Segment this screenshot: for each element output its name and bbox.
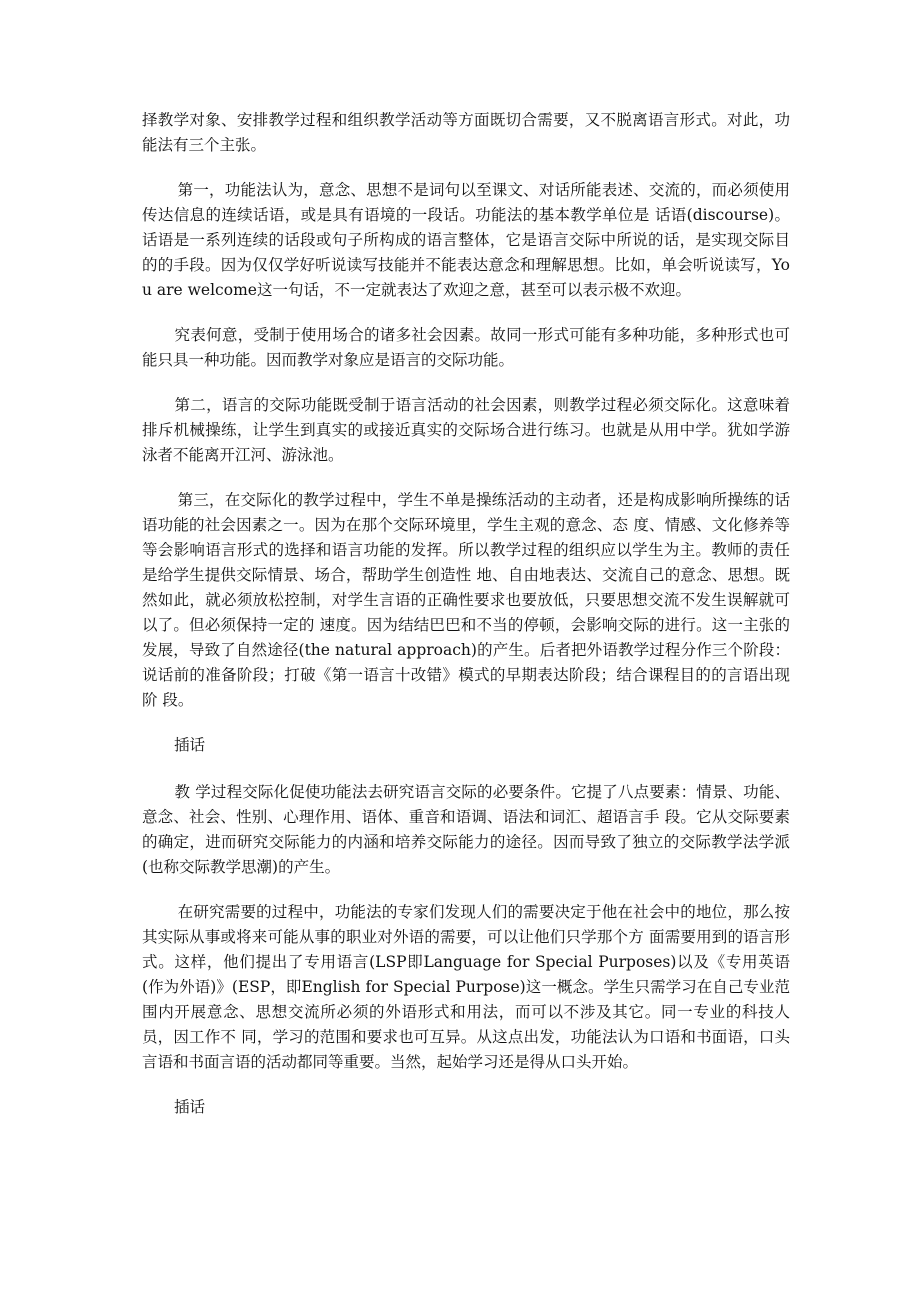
paragraph-meaning-context: 究表何意，受制于使用场合的诸多社会因素。故同一形式可能有多种功能，多种形式也可能只具一种功能。因而教学对象应是语言的交际功能。	[142, 326, 790, 369]
paragraph-special-purposes: 在研究需要的过程中，功能法的专家们发现人们的需要决定于他在社会中的地位，那么按其实际从事或将来可能从事的职业对外语的需要，可以让他们只学那个方 面需要用到的语言形式。这样，他们提出了专用语言(LSP即Language for Special Purposes)以及《专用英语(作为外语)》(ESP，即English for Special Purpose)这一概念。学生只需学习在自己专业范围内开展意念、思想交流所必须的外语形式和用法，而可以不涉及其它。同一专业的科技人员，因工作不 同，学习的范围和要求也可互异。从这点出发，功能法认为口语和书面语，口头言语和书面言语的活动都同等重要。当然，起始学习还是得从口头开始。	[142, 903, 790, 1071]
paragraph-intro-continuation: 择教学对象、安排教学过程和组织教学活动等方面既切合需要，又不脱离语言形式。对此，功能法有三个主张。	[142, 111, 790, 154]
paragraph-first-claim: 第一，功能法认为，意念、思想不是词句以至课文、对话所能表述、交流的，而必须使用传达信息的连续话语，或是具有语境的一段话。功能法的基本教学单位是 话语(discourse)。话语是一系列连续的话段或句子所构成的语言整体，它是语言交际中所说的话，是实现交际目的的手段。因为仅仅学好听说读写技能并不能表达意念和理解思想。比如，单会听说读写，You are welcome这一句话，不一定就表达了欢迎之意，甚至可以表示极不欢迎。	[142, 181, 790, 299]
interlude-label-second: 插话	[174, 1098, 206, 1116]
paragraph-communicative-conditions: 教 学过程交际化促使功能法去研究语言交际的必要条件。它提了八点要素：情景、功能、意念、社会、性别、心理作用、语体、重音和语调、语法和词汇、超语言手 段。它从交际要素的确定，进而研究交际能力的内涵和培养交际能力的途径。因而导致了独立的交际教学法学派(也称交际教学思潮)的产生。	[142, 783, 790, 876]
paragraph-third-claim: 第三，在交际化的教学过程中，学生不单是操练活动的主动者，还是构成影响所操练的话语功能的社会因素之一。因为在那个交际环境里，学生主观的意念、态 度、情感、文化修养等等会影响语言形式的选择和语言功能的发挥。所以教学过程的组织应以学生为主。教师的责任是给学生提供交际情景、场合，帮助学生创造性 地、自由地表达、交流自己的意念、思想。既然如此，就必须放松控制，对学生言语的正确性要求也要放低，只要思想交流不发生误解就可以了。但必须保持一定的 速度。因为结结巴巴和不当的停顿，会影响交际的进行。这一主张的发展，导致了自然途径(the natural approach)的产生。后者把外语教学过程分作三个阶段：说话前的准备阶段；打破《第一语言十改错》模式的早期表达阶段；结合课程目的的言语出现阶 段。	[142, 491, 790, 709]
document-body	[142, 108, 790, 1142]
interlude-label: 插话	[174, 736, 206, 754]
paragraph-second-claim: 第二，语言的交际功能既受制于语言活动的社会因素，则教学过程必须交际化。这意味着排斥机械操练，让学生到真实的或接近真实的交际场合进行练习。也就是从用中学。犹如学游泳者不能离开江河、游泳池。	[142, 396, 790, 464]
